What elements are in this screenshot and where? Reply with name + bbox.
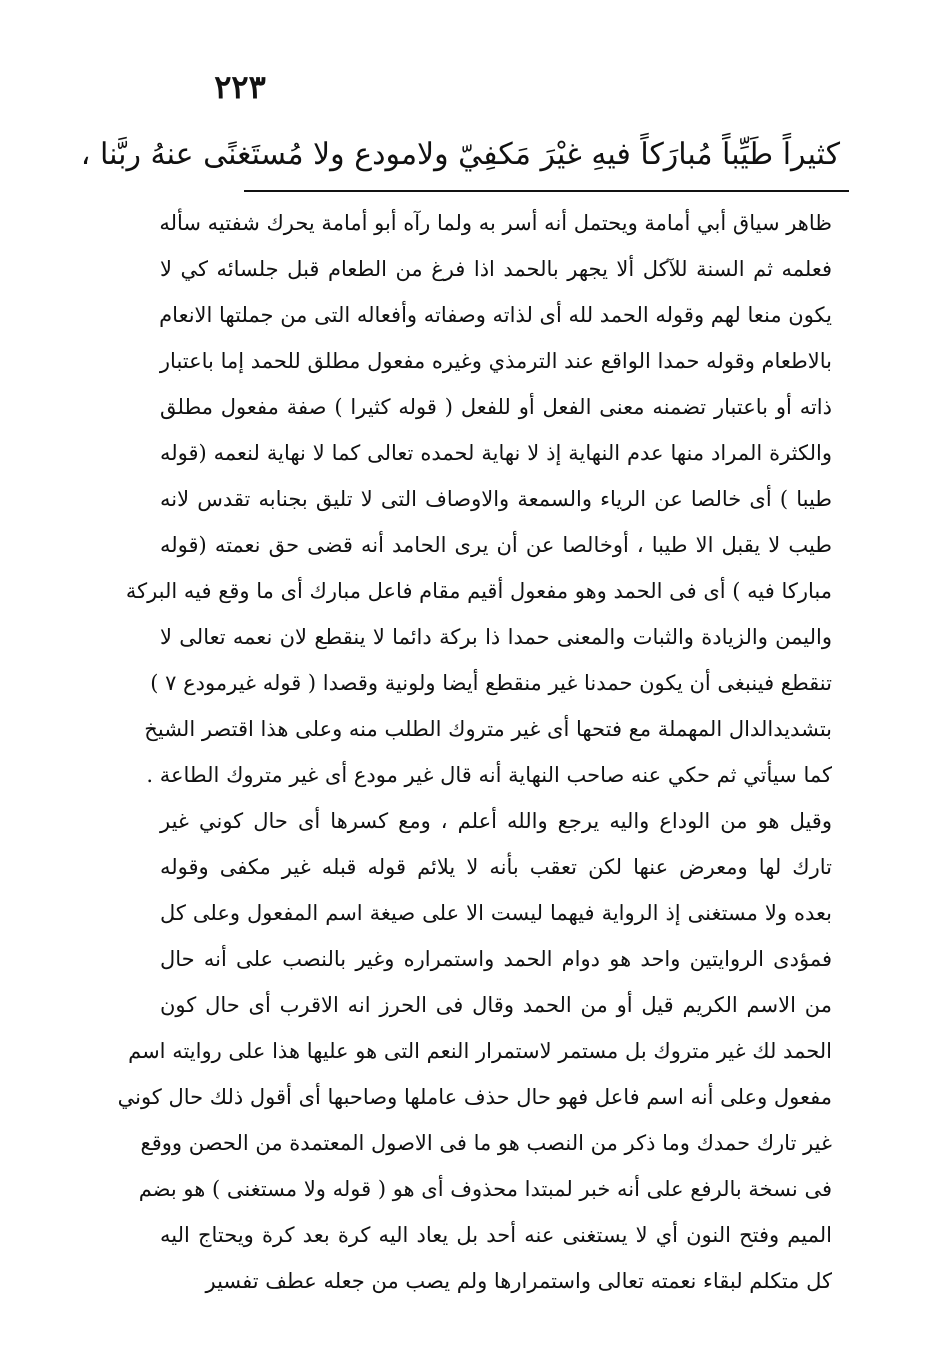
commentary-line: فمؤدى الروايتين واحد هو دوام الحمد واستمراره وغير بالنصب على أنه حال <box>160 947 832 971</box>
commentary-line: مفعول وعلى أنه اسم فاعل فهو حال حذف عاملها وصاحبها أى أقول ذلك حال كوني <box>117 1085 832 1109</box>
commentary-line: ذاته أو باعتبار تضمنه معنى الفعل أو للفعل ( قوله كثيرا ) صفة مفعول مطلق <box>160 395 832 419</box>
commentary-line: غير تارك حمدك وما ذكر من النصب هو ما فى الاصول المعتمدة من الحصن ووقع <box>140 1131 832 1155</box>
commentary-line: فى نسخة بالرفع على أنه خبر لمبتدا محذوف أى هو ( قوله ولا مستغنى ) هو بضم <box>138 1177 832 1201</box>
commentary-line: ظاهر سياق أبي أمامة ويحتمل أنه أسر به ولما رآه أبو أمامة يحرك شفتيه سأله <box>159 211 832 235</box>
commentary-line: الميم وفتح النون أي لا يستغنى عنه أحد بل يعاد اليه كرة بعد كرة ويحتاج اليه <box>160 1223 832 1247</box>
commentary-line: بعده ولا مستغنى إذ الرواية فيهما ليست الا على صيغة اسم المفعول وعلى كل <box>160 901 832 925</box>
page-number: ٢٢٣ <box>214 68 266 106</box>
commentary-line: كما سيأتي ثم حكي عنه صاحب النهاية أنه قال غير مودع أى غير متروك الطاعة . <box>146 763 832 787</box>
commentary-line: واليمن والزيادة والثبات والمعنى حمدا ذا بركة دائما لا ينقطع لان نعمه تعالى لا <box>160 625 832 649</box>
commentary-line: وقيل هو من الوداع واليه يرجع والله أعلم ، ومع كسرها أى حال كوني غير <box>160 809 832 833</box>
commentary-line: تارك لها ومعرض عنها لكن تعقب بأنه لا يلائم قوله قبله غير مكفى وقوله <box>160 855 832 879</box>
commentary-line: الحمد لك غير متروك بل مستمر لاستمرار النعم التى هو عليها هذا على روايته اسم <box>128 1039 832 1063</box>
commentary-line: فعلمه ثم السنة للآكل ألا يجهر بالحمد اذا فرغ من الطعام قبل جلسائه كي لا <box>160 257 832 281</box>
commentary-line: طيبا ) أى خالصا عن الرياء والسمعة والاوصاف التى لا تليق بجنابه تقدس لانه <box>160 487 832 511</box>
commentary-line: تنقطع فينبغى أن يكون حمدنا غير منقطع أيضا ولونية وقصدا ( قوله غيرمودع ٧ ) <box>150 671 832 695</box>
divider-rule <box>244 190 849 192</box>
commentary-line: كل متكلم لبقاء نعمته تعالى واستمرارها ولم يصب من جعله عطف تفسير <box>205 1269 832 1293</box>
commentary-line: بتشديدالدال المهملة مع فتحها أى غير متروك الطلب منه وعلى هذا اقتصر الشيخ <box>144 717 832 741</box>
commentary-line: طيب لا يقبل الا طيبا ، أوخالصا عن أن يرى الحامد أنه قضى حق نعمته (قوله <box>160 533 832 557</box>
commentary-line: من الاسم الكريم قيل أو من الحمد وقال فى الحرز انه الاقرب أى حال كون <box>160 993 832 1017</box>
hadith-text: كثيراً طَيِّباً مُبارَكاً فيهِ غيْرَ مَكفِيّ ولامودع ولا مُستَغنًى عنهُ ربَّنا ، <box>80 137 840 172</box>
commentary-line: بالاطعام وقوله حمدا الواقع عند الترمذي وغيره مفعول مطلق للحمد إما باعتبار <box>159 349 832 373</box>
commentary-line: والكثرة المراد منها عدم النهاية إذ لا نهاية لحمده تعالى كما لا نهاية لنعمه (قوله <box>160 441 832 465</box>
commentary-line: يكون منعا لهم وقوله الحمد لله أى لذاته وصفاته وأفعاله التى من جملتها الانعام <box>159 303 832 327</box>
commentary-text <box>117 200 832 1304</box>
commentary-line: مباركا فيه ) أى فى الحمد وهو مفعول أقيم مقام فاعل مبارك أى ما وقع فيه البركة <box>125 579 832 603</box>
